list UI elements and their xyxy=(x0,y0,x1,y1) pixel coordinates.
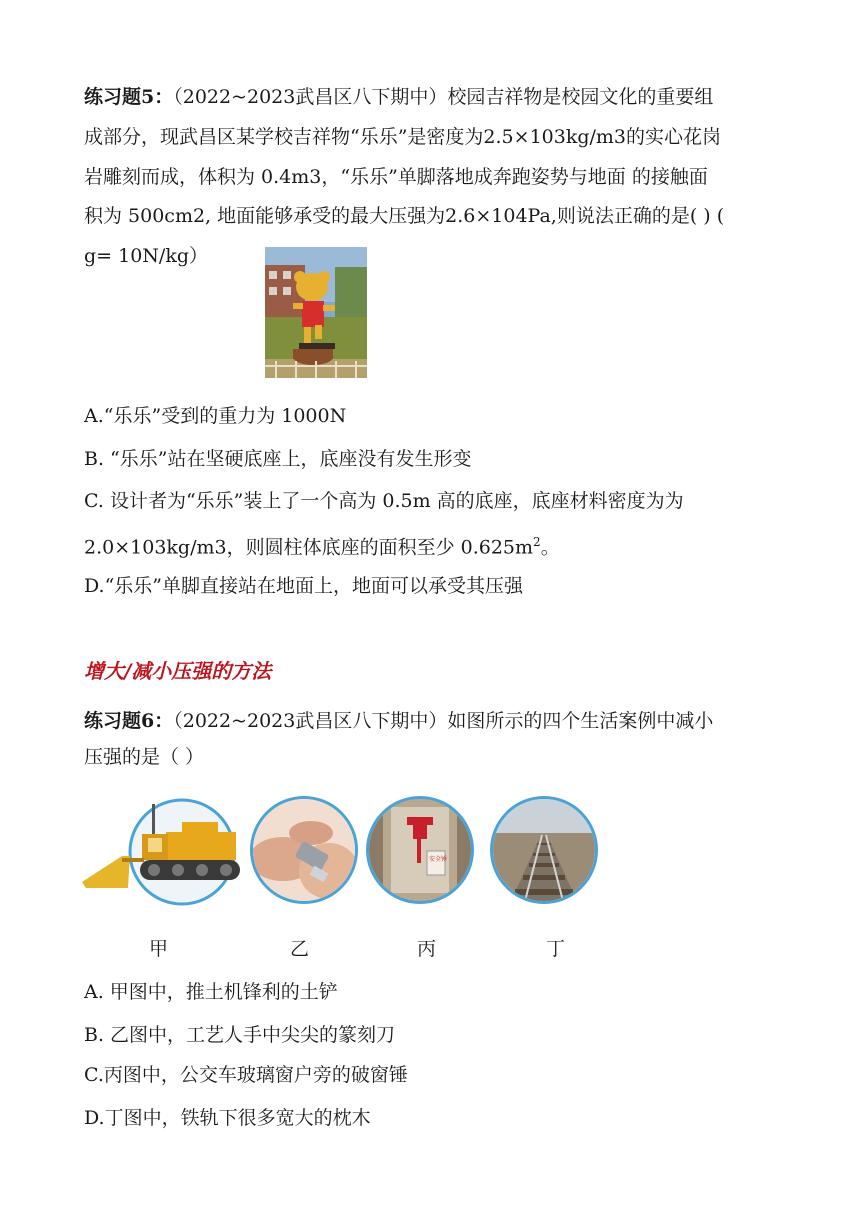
q6-option-b: B. 乙图中，工艺人手中尖尖的篆刻刀 xyxy=(84,1024,396,1046)
railway-track-image xyxy=(493,799,595,901)
q5-option-c-end: 。 xyxy=(540,536,560,559)
q6-option-a: A. 甲图中，推土机锋利的土铲 xyxy=(84,981,338,1003)
q5-line-4: 积为 500cm2, 地面能够承受的最大压强为2.6×104Pa,则说法正确的是( ) ( xyxy=(84,205,725,227)
q5-line-2: 成部分，现武昌区某学校吉祥物“乐乐”是密度为2.5×103kg/m3的实心花岗 xyxy=(84,126,722,148)
caption-yi: 乙 xyxy=(290,938,310,960)
q6-line-2: 压强的是（ ） xyxy=(84,746,205,768)
q5-label: 练习题5： xyxy=(84,86,174,108)
safety-hammer-picture xyxy=(366,796,474,904)
q5-option-c-superscript: 2 xyxy=(533,535,541,549)
q5-line-5: g= 10N/kg） xyxy=(84,245,209,267)
q6-option-d: D.丁图中，铁轨下很多宽大的枕木 xyxy=(84,1107,371,1129)
caption-bing: 丙 xyxy=(417,938,437,960)
q5-option-b: B. “乐乐”站在坚硬底座上，底座没有发生形变 xyxy=(84,448,472,470)
q5-option-c-line-1: C. 设计者为“乐乐”装上了一个高为 0.5m 高的底座，底座材料密度为为 xyxy=(84,490,684,512)
carving-knife-image xyxy=(253,799,355,901)
mascot-photo xyxy=(265,247,367,378)
q6-option-c: C.丙图中，公交车玻璃窗户旁的破窗锤 xyxy=(84,1064,408,1086)
q6-label: 练习题6： xyxy=(84,710,174,732)
sign-label: 安全锤 xyxy=(429,856,448,863)
q5-option-d: D.“乐乐”单脚直接站在地面上，地面可以承受其压强 xyxy=(84,575,524,597)
safety-hammer-image xyxy=(369,799,471,901)
q5-text-1: （2022~2023武昌区八下期中）校园吉祥物是校园文化的重要组 xyxy=(173,86,714,108)
carving-knife-picture xyxy=(250,796,358,904)
caption-ding: 丁 xyxy=(546,938,566,960)
bulldozer-picture xyxy=(82,796,248,908)
section-heading: 增大/减小压强的方法 xyxy=(84,659,272,683)
caption-jia: 甲 xyxy=(149,938,169,960)
q6-line-1 xyxy=(84,708,713,734)
q5-line-1 xyxy=(84,84,713,110)
railway-track-picture xyxy=(490,796,598,904)
q5-option-a: A.“乐乐”受到的重力为 1000N xyxy=(84,405,347,427)
q5-option-c-line-2 xyxy=(84,529,560,560)
q5-option-c-text: 2.0×103kg/m3，则圆柱体底座的面积至少 0.625m xyxy=(84,536,534,559)
q6-text-1: （2022~2023武昌区八下期中）如图所示的四个生活案例中减小 xyxy=(173,710,714,732)
q5-line-3: 岩雕刻而成，体积为 0.4m3，“乐乐”单脚落地成奔跑姿势与地面 的接触面 xyxy=(84,166,708,188)
